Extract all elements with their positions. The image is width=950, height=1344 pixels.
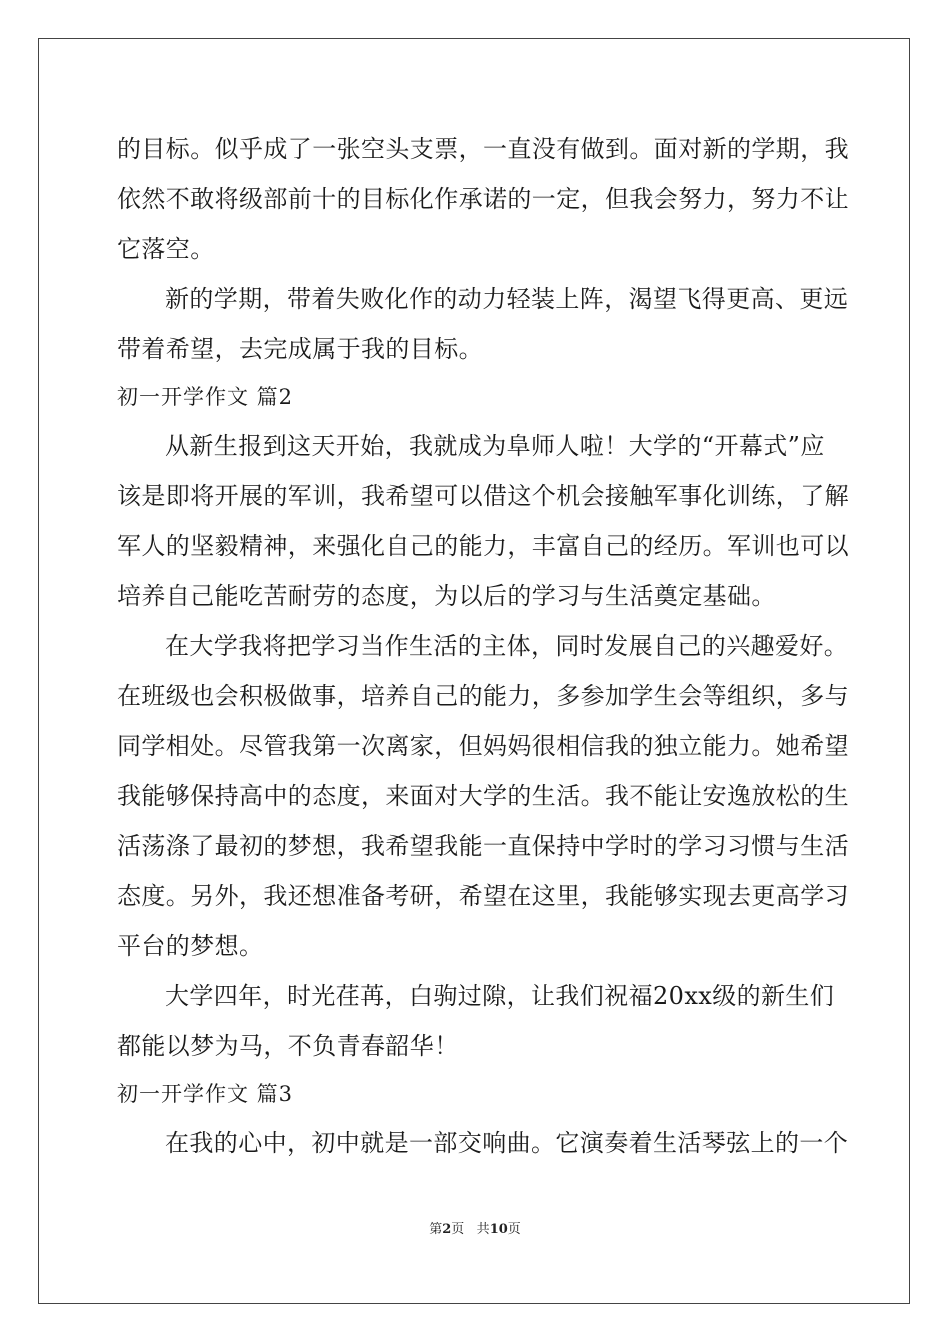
- section-heading: 初一开学作文 篇2: [117, 385, 294, 409]
- body-line: 我能够保持高中的态度，来面对大学的生活。我不能让安逸放松的生: [117, 782, 849, 810]
- body-line: 平台的梦想。: [117, 932, 264, 960]
- total-pages: 10: [489, 1222, 508, 1237]
- section-heading: 初一开学作文 篇3: [117, 1082, 294, 1106]
- page-footer: [0, 1218, 950, 1237]
- body-line: 军人的坚毅精神，来强化自己的能力，丰富自己的经历。军训也可以: [117, 532, 849, 560]
- body-line: 它落空。: [117, 235, 215, 263]
- body-line: 在班级也会积极做事，培养自己的能力，多参加学生会等组织，多与: [117, 682, 849, 710]
- body-line: 都能以梦为马，不负青春韶华！: [117, 1032, 459, 1060]
- total-prefix: 共: [476, 1222, 490, 1237]
- paragraph-first-line: 在我的心中，初中就是一部交响曲。它演奏着生活琴弦上的一个: [165, 1129, 849, 1157]
- body-line: 活荡涤了最初的梦想，我希望我能一直保持中学时的学习习惯与生活: [117, 832, 849, 860]
- paragraph-first-line: 在大学我将把学习当作生活的主体，同时发展自己的兴趣爱好。: [165, 632, 849, 660]
- body-line: 同学相处。尽管我第一次离家，但妈妈很相信我的独立能力。她希望: [117, 732, 849, 760]
- body-line: 该是即将开展的军训，我希望可以借这个机会接触军事化训练，了解: [117, 482, 849, 510]
- total-suffix: 页: [507, 1222, 521, 1237]
- paragraph-first-line: 从新生报到这天开始，我就成为阜师人啦！大学的“开幕式”应: [165, 432, 825, 460]
- document-body: [117, 124, 849, 1168]
- paragraph-first-line: 大学四年，时光荏苒，白驹过隙，让我们祝福20xx级的新生们: [165, 982, 835, 1010]
- page-suffix: 页: [451, 1222, 465, 1237]
- paragraph-first-line: 新的学期，带着失败化作的动力轻装上阵，渴望飞得更高、更远: [165, 285, 849, 313]
- body-line: 培养自己能吃苦耐劳的态度，为以后的学习与生活奠定基础。: [117, 582, 776, 610]
- page-prefix: 第: [429, 1222, 443, 1237]
- body-line: 态度。另外，我还想准备考研，希望在这里，我能够实现去更高学习: [117, 882, 849, 910]
- body-line: 带着希望，去完成属于我的目标。: [117, 335, 483, 363]
- body-line: 的目标。似乎成了一张空头支票，一直没有做到。面对新的学期，我: [117, 135, 849, 163]
- page-number: 2: [442, 1222, 452, 1237]
- body-line: 依然不敢将级部前十的目标化作承诺的一定，但我会努力，努力不让: [117, 185, 849, 213]
